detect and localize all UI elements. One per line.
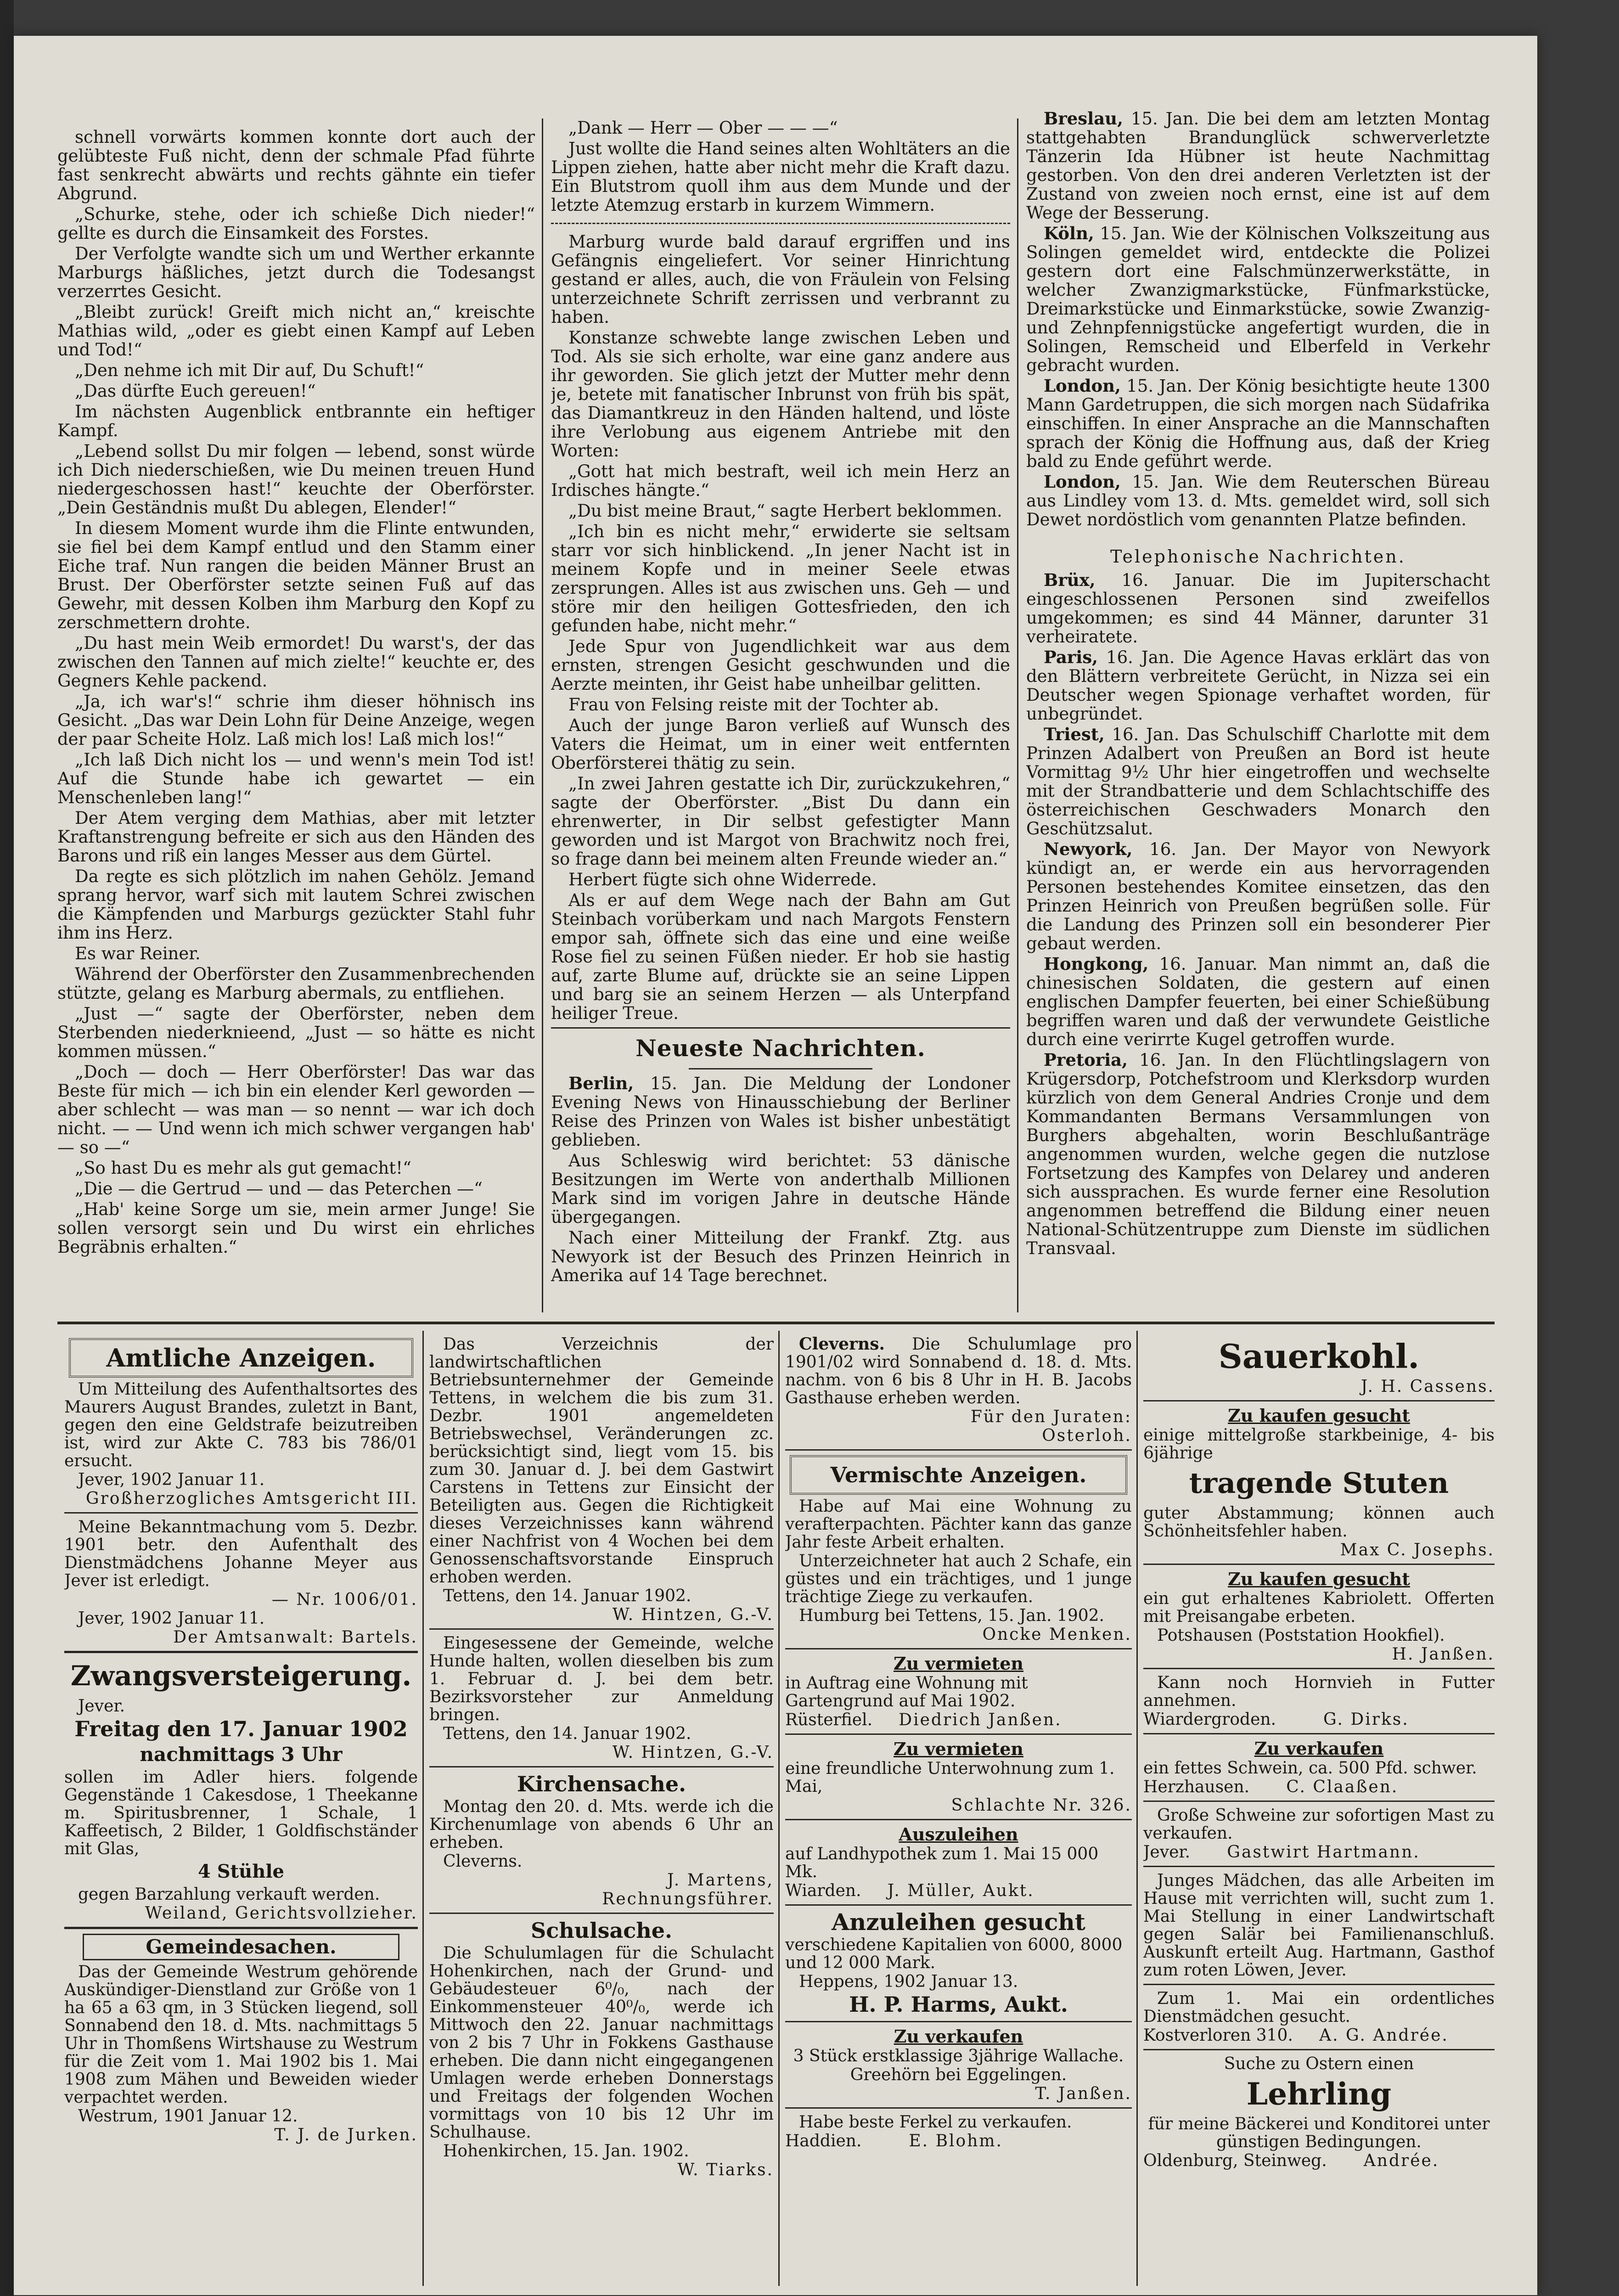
notice-date: Jever, 1902 Januar 11. [78, 1609, 265, 1628]
ferkel-signature: E. Blohm. [909, 2132, 1003, 2150]
verz-text: Das Verzeichnis der landwirtschaftlichen Betriebsunternehmer der Gemeinde Tettens, in welchem die bis zum 31. Dezbr. 1901 angemeldeten Betriebswechsel, Veränderungen zc. berücksichtigt sind, liegt vom 15. bis zum 30. Januar d. J. bei dem Gastwirt Carstens in Tettens zur Einsicht der Beteiligten aus. Gegen die Richtigkeit dieses Verzeichnisses kann während einer Nachfrist von 4 Wochen bei dem Genossenschaftsvorstande Einspruch erhoben werden. [429, 1335, 774, 1587]
ads-column-2 [429, 1335, 774, 2281]
anz-signature: H. P. Harms, Aukt. [849, 1992, 1068, 2017]
news-text: 16. Jan. Der Mayor von Newyork kündigt an, er werde ein aus hervorragenden Personen bestehendes Komitee einsetzen, das den Prinzen Heinrich von Preußen begrüßen solle. Für die Landung des Prinzen soll ein besonderer Pier gebaut werden. [1026, 839, 1490, 953]
story-column-1 [57, 128, 535, 1312]
story-paragraph: Während der Oberförster den Zusammenbrechenden stützte, gelang es Marburg abermals, zu entfliehen. [57, 964, 535, 1003]
ferkel-text: Habe beste Ferkel zu verkaufen. [799, 2113, 1072, 2132]
ad-rule [1143, 1801, 1495, 1802]
ad-rule [1143, 1866, 1495, 1867]
ad-rule [429, 1913, 774, 1914]
newspaper-page [14, 36, 1537, 2295]
ad-rule [1143, 1564, 1495, 1565]
news-text: Nach einer Mitteilung der Frankf. Ztg. aus Newyork ist der Besuch des Prinzen Heinrich in Amerika auf 14 Tage berechnet. [551, 1228, 1010, 1285]
news-item [1026, 840, 1490, 953]
gemeinde-text: Das der Gemeinde Westrum gehörende Auskündiger-Dienstland zur Größe von 1 ha 65 a 63 qm, in 3 Stücken liegend, soll Sonnabend den 18. d. Mts. nachmittags 5 Uhr in Thomßens Wirtshause zu Westrum für die Zeit vom 1. Mai 1902 bis 1. Mai 1908 zum Mähen und Beweiden wieder verpachtet werden. [64, 1963, 418, 2107]
ad-rule [1143, 1733, 1495, 1734]
clev-signature-name: Osterloh. [1042, 1426, 1132, 1445]
zwang-text: gegen Barzahlung verkauft werden. [78, 1885, 380, 1904]
kauf1-text2: guter Abstammung; können auch Schönheitsfehler haben. [1143, 1504, 1495, 1541]
section-rule [689, 1068, 872, 1069]
kauf2-place: Potshausen (Poststation Hookfiel). [1157, 1626, 1445, 1645]
zwang-place: Jever. [78, 1697, 125, 1716]
news-dateline: Hongkong, [1044, 954, 1149, 974]
lehr-signature: Andrée. [1363, 2151, 1439, 2170]
ads-column-4 [1143, 1335, 1495, 2281]
story-paragraph: Der Verfolgte wandte sich um und Werther erkannte Marburgs häßliches, jetzt durch die Todesangst verzerrtes Gesicht. [57, 244, 535, 301]
verm1-title: Zu vermieten [893, 1653, 1024, 1674]
verk-text: 3 Stück erstklassige 3jährige Wallache. [793, 2047, 1124, 2065]
story-column-3 [1026, 109, 1490, 1312]
kauf1-text: einige mittelgroße starkbeinige, 4- bis 6jährige [1143, 1426, 1495, 1463]
verk1-signature: C. Claaßen. [1286, 1778, 1399, 1796]
kirchen-signature: J. Martens, [667, 1871, 774, 1890]
vermischte-header: Vermischte Anzeigen. [790, 1455, 1127, 1495]
ausz-place: Wiarden. [785, 1881, 861, 1900]
ausz-title: Auszuleihen [899, 1824, 1018, 1845]
verk1-text: ein fettes Schwein, ca. 500 Pfd. schwer. [1143, 1759, 1477, 1778]
news-item [1026, 571, 1490, 646]
story-paragraph: Als er auf dem Wege nach der Bahn am Gut Steinbach vorüberkam und nach Margots Fenstern empor sah, öffnete sich das eine und eine weiße Rose fiel zu seinen Füßen nieder. Er hob sie hastig auf, zarte Blume auf, drückte sie an seine Lippen und barg sie an seinem Herzen — als Unterpfand heiliger Treue. [551, 890, 1010, 1023]
ads-column-rule [778, 1331, 780, 2286]
story-paragraph: „Gott hat mich bestraft, weil ich mein Herz an Irdisches hängte.“ [551, 461, 1010, 500]
ferkel-place: Haddien. [785, 2132, 862, 2150]
schweine-place: Jever. [1143, 1843, 1191, 1862]
story-paragraph: „Du hast mein Weib ermordet! Du warst's, der das zwischen den Tannen auf mich zielte!“ keuchte er, des Gegners Kehle packend. [57, 633, 535, 691]
notice-date: Jever, 1902 Januar 11. [78, 1470, 265, 1489]
dienst-text: Zum 1. Mai ein ordentliches Dienstmädchen gesucht. [1143, 1989, 1495, 2026]
story-paragraph: Konstanze schwebte lange zwischen Leben und Tod. Als sie sich erholte, war eine ganz andere aus ihr geworden. Sie glich jetzt der Mutter mehr denn je, betete mit fanatischer Inbrunst von früh bis spät, das Diamantkreuz in den Händen haltend, und löste ihre Verlobung aus eigenem Antriebe mit den Worten: [551, 328, 1010, 461]
story-paragraph: „Just —“ sagte der Oberförster, neben dem Sterbenden niederknieend, „Just — so hätte es nicht kommen müssen.“ [57, 1004, 535, 1061]
news-text: 16. Januar. Man nimmt an, daß die chinesischen Soldaten, die gestern auf einen englischen Dampfer feuerten, bei einer Schießübung begriffen waren und daß der verwundete Geistliche durch eine verirrte Kugel getroffen wurde. [1026, 954, 1490, 1049]
verk1-line [1143, 1778, 1495, 1796]
story-paragraph: Marburg wurde bald darauf ergriffen und ins Gefängnis eingeliefert. Vor seiner Hinrichtung gestand er alles, auch, die von Fräulein von Felsing unterzeichnete Schrift zerrissen und verbrannt zu haben. [551, 232, 1010, 327]
ferkel-line [785, 2132, 1132, 2150]
horn-signature: G. Dirks. [1323, 1710, 1409, 1729]
story-paragraph: „Dank — Herr — Ober — — —“ [568, 118, 838, 138]
news-dateline: London, [1044, 376, 1121, 396]
anz-title: Anzuleihen gesucht [832, 1908, 1085, 1936]
gemeinde-date: Westrum, 1901 Januar 12. [78, 2107, 298, 2126]
story-paragraph: „Ich bin es nicht mehr,“ erwiderte sie seltsam starr vor sich hinblickend. „In jener Nacht ist in meinem Kopfe und in meiner Seele etwas zersprungen. Alles ist aus zwischen uns. Geh — und störe mir den heiligen Gottesfrieden, den ich gefunden habe, nicht mehr.“ [551, 522, 1010, 636]
story-paragraph: schnell vorwärts kommen konnte dort auch der gelübteste Fuß nicht, denn der schmale Pfad führte fast senkrecht abwärts und rechts gähnte ein tiefer Abgrund. [57, 128, 535, 203]
ad-rule [785, 1819, 1132, 1820]
kirchen-text: Montag den 20. d. Mts. werde ich die Kirchenumlage von abends 6 Uhr an erheben. [429, 1797, 774, 1852]
news-text: Aus Schleswig wird berichtet: 53 dänische Besitzungen im Werte von anderthalb Millionen Mark sind im vorigen Jahre in deutsche Hände übergegangen. [551, 1151, 1010, 1227]
ad-rule [64, 1651, 418, 1653]
ad-rule [1143, 2049, 1495, 2050]
maedchen-text: Junges Mädchen, das alle Arbeiten im Hause mit verrichten will, sucht zum 1. Mai Stellung in einer Landwirtschaft gegen Salär bei Familienanschluß. Auskunft erteilt Aug. Hartmann, Gasthof zum roten Löwen, Jever. [1143, 1871, 1495, 1980]
news-text: 15. Jan. Die bei dem am letzten Montag stattgehabten Brandunglück schwerverletzte Tänzerin Ida Hübner ist heute Nachmittag gestorben. Von den drei anderen Verletzten ist der Zustand von zweien noch ernst, eine ist auf dem Wege der Besserung. [1026, 109, 1490, 223]
verk1-place: Herzhausen. [1143, 1778, 1250, 1796]
schweine-line [1143, 1843, 1495, 1861]
news-text: 15. Jan. Wie dem Reuterschen Büreau aus Lindley vom 13. d. Mts. gemeldet wird, soll sich Dewet nordöstlich vom genannten Platze befinden. [1026, 472, 1490, 529]
zwang-signature: Weiland, Gerichtsvollzieher. [145, 1904, 418, 1923]
news-item [1026, 377, 1490, 471]
ad-rule [1143, 1400, 1495, 1401]
story-paragraph: Just wollte die Hand seines alten Wohltäters an die Lippen ziehen, hatte aber nicht mehr die Kraft dazu. Ein Blutstrom quoll ihm aus dem Munde und der letzte Atemzug erstarb in kurzem Wimmern. [551, 139, 1010, 215]
hunde-date: Tettens, den 14. Januar 1902. [443, 1724, 691, 1743]
kauf1-title: Zu kaufen gesucht [1228, 1405, 1410, 1426]
story-paragraph: „So hast Du es mehr als gut gemacht!“ [75, 1158, 411, 1178]
schul-date: Hohenkirchen, 15. Jan. 1902. [443, 2142, 689, 2161]
horn-place: Wiardergroden. [1143, 1710, 1276, 1729]
clev-text [785, 1335, 1132, 1407]
kauf1-signature: Max C. Josephs. [1340, 1541, 1495, 1559]
news-item [1026, 224, 1490, 375]
clev-title: Cleverns. [799, 1335, 885, 1354]
news-text: 16. Jan. Das Schulschiff Charlotte mit dem Prinzen Adalbert von Preußen an Bord ist heute Vormittag 9½ Uhr hier eingetroffen und wechselte mit der Strandbatterie und dem Schlachtschiffe des österreichischen Geschwaders Monarch den Geschützsalut. [1026, 725, 1490, 838]
ad-rule [429, 1766, 774, 1767]
hunde-text: Eingesessene der Gemeinde, welche Hunde halten, wollen dieselben bis zum 1. Februar d. J. bei dem betr. Bezirksvorsteher zur Anmeldung bringen. [429, 1634, 774, 1724]
kirchen-signature-role: Rechnungsführer. [602, 1890, 774, 1908]
kauf2-title: Zu kaufen gesucht [1228, 1569, 1410, 1589]
schafe-place: Humburg bei Tettens, 15. Jan. 1902. [799, 1606, 1104, 1625]
story-paragraph: „Lebend sollst Du mir folgen — lebend, sonst würde ich Dich niederschießen, wie Du meinen treuen Hund niedergeschossen hast!“ keuchte der Oberförster. „Dein Geständnis mußt Du ablegen, Elender!“ [57, 441, 535, 518]
news-text: 16. Jan. Die Agence Havas erklärt das von den Blättern verbreitete Gerücht, in Nizza sei ein Deutscher wegen Spionage verhaftet worden, für unbegründet. [1026, 647, 1490, 724]
verm1-signature: Diedrich Janßen. [899, 1711, 1062, 1729]
ausz-signature: J. Müller, Aukt. [887, 1881, 1034, 1900]
news-dateline: Berlin, [568, 1073, 634, 1093]
ad-rule [785, 2107, 1132, 2109]
ad-rule [785, 2021, 1132, 2022]
notice-signature: Der Amtsanwalt: Bartels. [173, 1628, 418, 1647]
lehr-line [1143, 2152, 1495, 2170]
story-paragraph: Frau von Felsing reiste mit der Tochter ab. [568, 695, 939, 715]
ad-rule [785, 1733, 1132, 1735]
news-text: 16. Januar. Die im Jupiterschacht eingeschlossenen Personen sind zweifellos umgekommen; es sind 44 Männer, darunter 31 verheiratete. [1026, 570, 1490, 647]
zwang-text: sollen im Adler hiers. folgende Gegenstände 1 Cakesdose, 1 Theekanne m. Spiritusbrenner, 1 Schale, 1 Kaffeetisch, 2 Bilder, 1 Goldfischständer mit Glas, [64, 1768, 418, 1858]
zwang-stuehle: 4 Stühle [198, 1861, 284, 1882]
sauer-title: Sauerkohl. [1218, 1337, 1420, 1376]
story-paragraph: „In zwei Jahren gestatte ich Dir, zurückzukehren,“ sagte der Oberförster. „Bist Du dann ein ehrenwerter, in Dir selbst gefestigter Mann geworden und ist Margot von Brachwitz noch frei, so frage dann bei meinem alten Freunde wieder an.“ [551, 774, 1010, 869]
story-paragraph: Da regte es sich plötzlich im nahen Gehölz. Jemand sprang hervor, warf sich mit lautem Schrei zwischen die Kämpfenden und Marburgs gezückter Stahl fuhr ihm ins Herz. [57, 867, 535, 943]
dienst-signature: A. G. Andrée. [1319, 2026, 1449, 2045]
news-item [1026, 725, 1490, 838]
news-dateline: Newyork, [1044, 839, 1133, 859]
lehr-title: Lehrling [1246, 2076, 1392, 2112]
ausz-text: auf Landhypothek zum 1. Mai 15 000 Mk. [785, 1845, 1099, 1881]
kauf2-text: ein gut erhaltenes Kabriolett. Offerten mit Preisangabe erbeten. [1143, 1589, 1495, 1626]
notice-text: Meine Bekanntmachung vom 5. Dezbr. 1901 betr. den Aufenthalt des Dienstmädchens Johanne Meyer aus Jever ist erledigt. [64, 1518, 418, 1590]
story-paragraph: „Doch — doch — Herr Oberförster! Das war das Beste für mich — ich bin ein elender Kerl geworden — aber schlecht — was man — so nennt — war ich doch nicht. — — Und wenn ich mich schwer vergangen hab' — so —“ [57, 1062, 535, 1157]
story-paragraph: „Die — die Gertrud — und — das Peterchen —“ [75, 1179, 483, 1199]
story-paragraph: „Du bist meine Braut,“ sagte Herbert beklommen. [568, 501, 1002, 521]
ads-column-3 [785, 1335, 1132, 2281]
story-paragraph: „Bleibt zurück! Greift mich nicht an,“ kreischte Mathias wild, „oder es giebt einen Kampf auf Leben und Tod!“ [57, 302, 535, 360]
gemeinde-title: Gemeindesachen. [83, 1934, 399, 1960]
zwang-date: Freitag den 17. Januar 1902 [74, 1716, 408, 1741]
ad-rule [1143, 1984, 1495, 1985]
zwang-title: Zwangsversteigerung. [70, 1660, 412, 1692]
ad-rule [429, 1628, 774, 1630]
dienst-line [1143, 2026, 1495, 2044]
news-dateline: Paris, [1044, 647, 1098, 667]
news-item [551, 1074, 1010, 1149]
lehr-intro: Suche zu Ostern einen [1224, 2054, 1414, 2073]
section-rule [551, 1027, 1010, 1029]
dienst-place: Kostverloren 310. [1143, 2026, 1293, 2045]
horn-text: Kann noch Hornvieh in Futter annehmen. [1143, 1673, 1495, 1710]
schweine-signature: Gastwirt Hartmann. [1227, 1843, 1420, 1862]
ad-rule [785, 1904, 1132, 1906]
story-paragraph: Der Atem verging dem Mathias, aber mit letzter Kraftanstrengung befreite er sich aus den Händen des Barons und riß ein langes Messer aus dem Gürtel. [57, 808, 535, 866]
news-dateline: Pretoria, [1044, 1050, 1128, 1070]
news-dateline: Köln, [1044, 223, 1094, 243]
anz-date: Heppens, 1902 Januar 13. [799, 1972, 1018, 1991]
verm2-text: eine freundliche Unterwohnung zum 1. Mai, [785, 1759, 1115, 1796]
kauf2-signature: H. Janßen. [1392, 1645, 1495, 1664]
story-paragraph: „Ja, ich war's!“ schrie ihm dieser höhnisch ins Gesicht. „Das war Dein Lohn für Deine Anzeige, wegen der paar Scheite Holz. Laß mich los! Laß mich los!“ [57, 692, 535, 749]
column-rule [1017, 118, 1018, 1312]
schul-signature: W. Tiarks. [677, 2161, 774, 2179]
verm1-text: in Auftrag eine Wohnung mit Gartengrund auf Mai 1902. [785, 1674, 1028, 1711]
ad-rule [1143, 1668, 1495, 1669]
story-paragraph: Auch der junge Baron verließ auf Wunsch des Vaters die Heimat, um in einer weit entfernten Oberförsterei thätig zu sein. [551, 715, 1010, 773]
dashed-separator [551, 223, 1010, 224]
news-dateline: London, [1044, 472, 1121, 492]
scan-edge [0, 0, 14, 2296]
notice-number: — Nr. 1006/01. [271, 1590, 418, 1609]
zwang-time: nachmittags 3 Uhr [140, 1743, 343, 1766]
wohnung-text: Habe auf Mai eine Wohnung zu verafterpachten. Pächter kann das ganze Jahr feste Arbeit erhalten. [785, 1497, 1132, 1552]
ads-column-rule [422, 1331, 424, 2286]
hunde-signature: W. Hintzen, G.-V. [612, 1743, 774, 1762]
news-text: 15. Jan. Die Meldung der Londoner Evening News von Hinausschiebung der Berliner Reise des Prinzen von Wales ist bisher unbestätigt geblieben. [551, 1074, 1010, 1150]
story-paragraph: In diesem Moment wurde ihm die Flinte entwunden, sie fiel bei dem Kampf entlud und den Stamm einer Eiche traf. Nun rangen die beiden Männer Brust an Brust. Der Oberförster setzte seinen Fuß auf das Gewehr, mit dessen Kolben ihm Marburg den Kopf zu zerschmettern drohte. [57, 518, 535, 632]
ad-rule [64, 1927, 418, 1929]
verz-date: Tettens, den 14. Januar 1902. [443, 1587, 691, 1605]
story-paragraph: „Ich laß Dich nicht los — und wenn's mein Tod ist! Auf die Stunde habe ich gewartet — ein Menschenleben lang!“ [57, 750, 535, 807]
story-column-2 [551, 118, 1010, 1312]
news-text: 15. Jan. Der König besichtigte heute 1300 Mann Gardetruppen, die sich morgen nach Südafrika einschiffen. In einer Ansprache an die Mannschaften sprach der König die Hoffnung aus, daß der Krieg bald zu Ende geführt werde. [1026, 376, 1490, 471]
news-item [1026, 955, 1490, 1049]
story-paragraph: Im nächsten Augenblick entbrannte ein heftiger Kampf. [57, 402, 535, 440]
news-text: 15. Jan. Wie der Kölnischen Volkszeitung aus Solingen gemeldet wird, entdeckte die Polizei gestern dort eine Falschmünzerwerkstätte, in welcher Zwanzigmarkstücke, Fünfmarkstücke, Dreimarkstücke und Einmarkstücke, sowie Zwanzig- und Zehnpfennigstücke angefertigt wurden, die in Solingen, Remscheid und Elberfeld in Verkehr gebracht wurden. [1026, 224, 1490, 375]
news-dateline: Triest, [1044, 724, 1105, 744]
notice-text: Um Mitteilung des Aufenthaltsortes des Maurers August Brandes, zuletzt in Bant, gegen den eine Geldstrafe beizutreiben ist, wird zur Akte C. 783 bis 786/01 ersucht. [64, 1380, 418, 1470]
schul-text: Die Schulumlagen für die Schulacht Hohenkirchen, nach der Grund- und Gebäudesteuer 6⁰/₀, nach der Einkommensteuer 40⁰/₀, werde ich Mittwoch den 22. Januar nachmittags von 2 bis 7 Uhr in Fokkens Gasthause erheben. Die dann nicht eingegangenen Umlagen werde erheben Donnerstags und Freitags der folgenden Wochen vormittags von 10 bis 12 Uhr im Schulhause. [429, 1944, 774, 2142]
amtliche-anzeigen-header: Amtliche Anzeigen. [69, 1338, 413, 1378]
news-item [1026, 648, 1490, 723]
lehr-place: Oldenburg, Steinweg. [1143, 2151, 1327, 2170]
schafe-text: Unterzeichneter hat auch 2 Schafe, ein güstes und ein trächtiges, und 1 junge trächtige Ziege zu verkaufen. [785, 1552, 1132, 1606]
verk-signature: T. Janßen. [1035, 2084, 1132, 2103]
news-title: Neueste Nachrichten. [635, 1035, 926, 1062]
story-paragraph: „Hab' keine Sorge um sie, mein armer Junge! Sie sollen versorgt sein und Du wirst ein ehrliches Begräbnis erhalten.“ [57, 1199, 535, 1257]
kauf1-headline: tragende Stuten [1189, 1466, 1449, 1500]
ads-column-1 [64, 1335, 418, 2281]
news-item [1026, 109, 1490, 222]
telephon-title: Telephonische Nachrichten. [1110, 546, 1406, 567]
news-item [551, 1151, 1010, 1227]
news-item [551, 1228, 1010, 1285]
horn-line [1143, 1711, 1495, 1728]
clev-body: Die Schulumlage pro 1901/02 wird Sonnabend d. 18. d. Mts. nachm. von 6 bis 8 Uhr in H. B. Jacobs Gasthause erheben werden. [785, 1335, 1132, 1407]
sauer-signature: J. H. Cassens. [1360, 1377, 1495, 1396]
ads-separator [57, 1322, 1495, 1324]
story-paragraph: Jede Spur von Jugendlichkeit war aus dem ernsten, strengen Gesicht geschwunden und die Aerzte meinten, ihr Geist habe unheilbar gelitten. [551, 636, 1010, 694]
ads-column-rule [1136, 1331, 1138, 2286]
verm2-signature: Schlachte Nr. 326. [951, 1796, 1132, 1815]
schul-title: Schulsache. [530, 1918, 673, 1943]
story-paragraph: „Das dürfte Euch gereuen!“ [75, 381, 316, 401]
column-rule [542, 118, 543, 1312]
news-dateline: Breslau, [1044, 109, 1123, 129]
kirchen-place: Cleverns. [443, 1852, 523, 1871]
story-paragraph: „Schurke, stehe, oder ich schieße Dich nieder!“ gellte es durch die Einsamkeit des Forstes. [57, 204, 535, 243]
story-paragraph: Herbert fügte sich ohne Widerrede. [568, 870, 877, 889]
verm1-place: Rüsterfiel. [785, 1711, 873, 1729]
ausz-line [785, 1882, 1132, 1900]
news-item [1026, 1051, 1490, 1258]
verk1-title: Zu verkaufen [1254, 1738, 1384, 1759]
schweine-text: Große Schweine zur sofortigen Mast zu verkaufen. [1143, 1806, 1495, 1843]
verz-signature: W. Hintzen, G.-V. [612, 1605, 774, 1624]
lehr-text: für meine Bäckerei und Konditorei unter günstigen Bedingungen. [1148, 2115, 1490, 2151]
verm2-title: Zu vermieten [893, 1739, 1024, 1759]
story-paragraph: „Den nehme ich mit Dir auf, Du Schuft!“ [75, 360, 424, 380]
verk-place: Greehörn bei Eggelingen. [850, 2065, 1067, 2084]
ad-rule [785, 1648, 1132, 1649]
verm1-line [785, 1711, 1132, 1729]
news-item [1026, 473, 1490, 529]
verk-title: Zu verkaufen [894, 2026, 1023, 2047]
kirchen-title: Kirchensache. [517, 1772, 686, 1796]
notice-signature: Großherzogliches Amtsgericht III. [85, 1489, 418, 1508]
anz-text: verschiedene Kapitalien von 6000, 8000 und 12 000 Mark. [785, 1936, 1123, 1972]
news-dateline: Brüx, [1044, 570, 1096, 590]
gemeinde-signature: T. J. de Jurken. [274, 2126, 418, 2144]
ad-rule [785, 1449, 1132, 1451]
schafe-signature: Oncke Menken. [982, 1625, 1132, 1644]
clev-signature: Für den Juraten: [970, 1407, 1132, 1426]
story-paragraph: Es war Reiner. [75, 944, 201, 963]
ad-rule [64, 1512, 418, 1514]
news-text: 16. Jan. In den Flüchtlingslagern von Krügersdorp, Potchefstroom und Klerksdorp wurden kürzlich von dem General Andries Cronje und dem Kommandanten Bermans Versammlungen von Burghers abgehalten, worin Beschlußanträge angenommen wurden, welche gegen die nutzlose Fortsetzung des Kampfes von Delarey und anderen sich aussprachen. Es wurde ferner eine Resolution angenommen betreffend die Bildung einer neuen National-Schützentruppe zum Dienste im südlichen Transvaal. [1026, 1050, 1490, 1258]
